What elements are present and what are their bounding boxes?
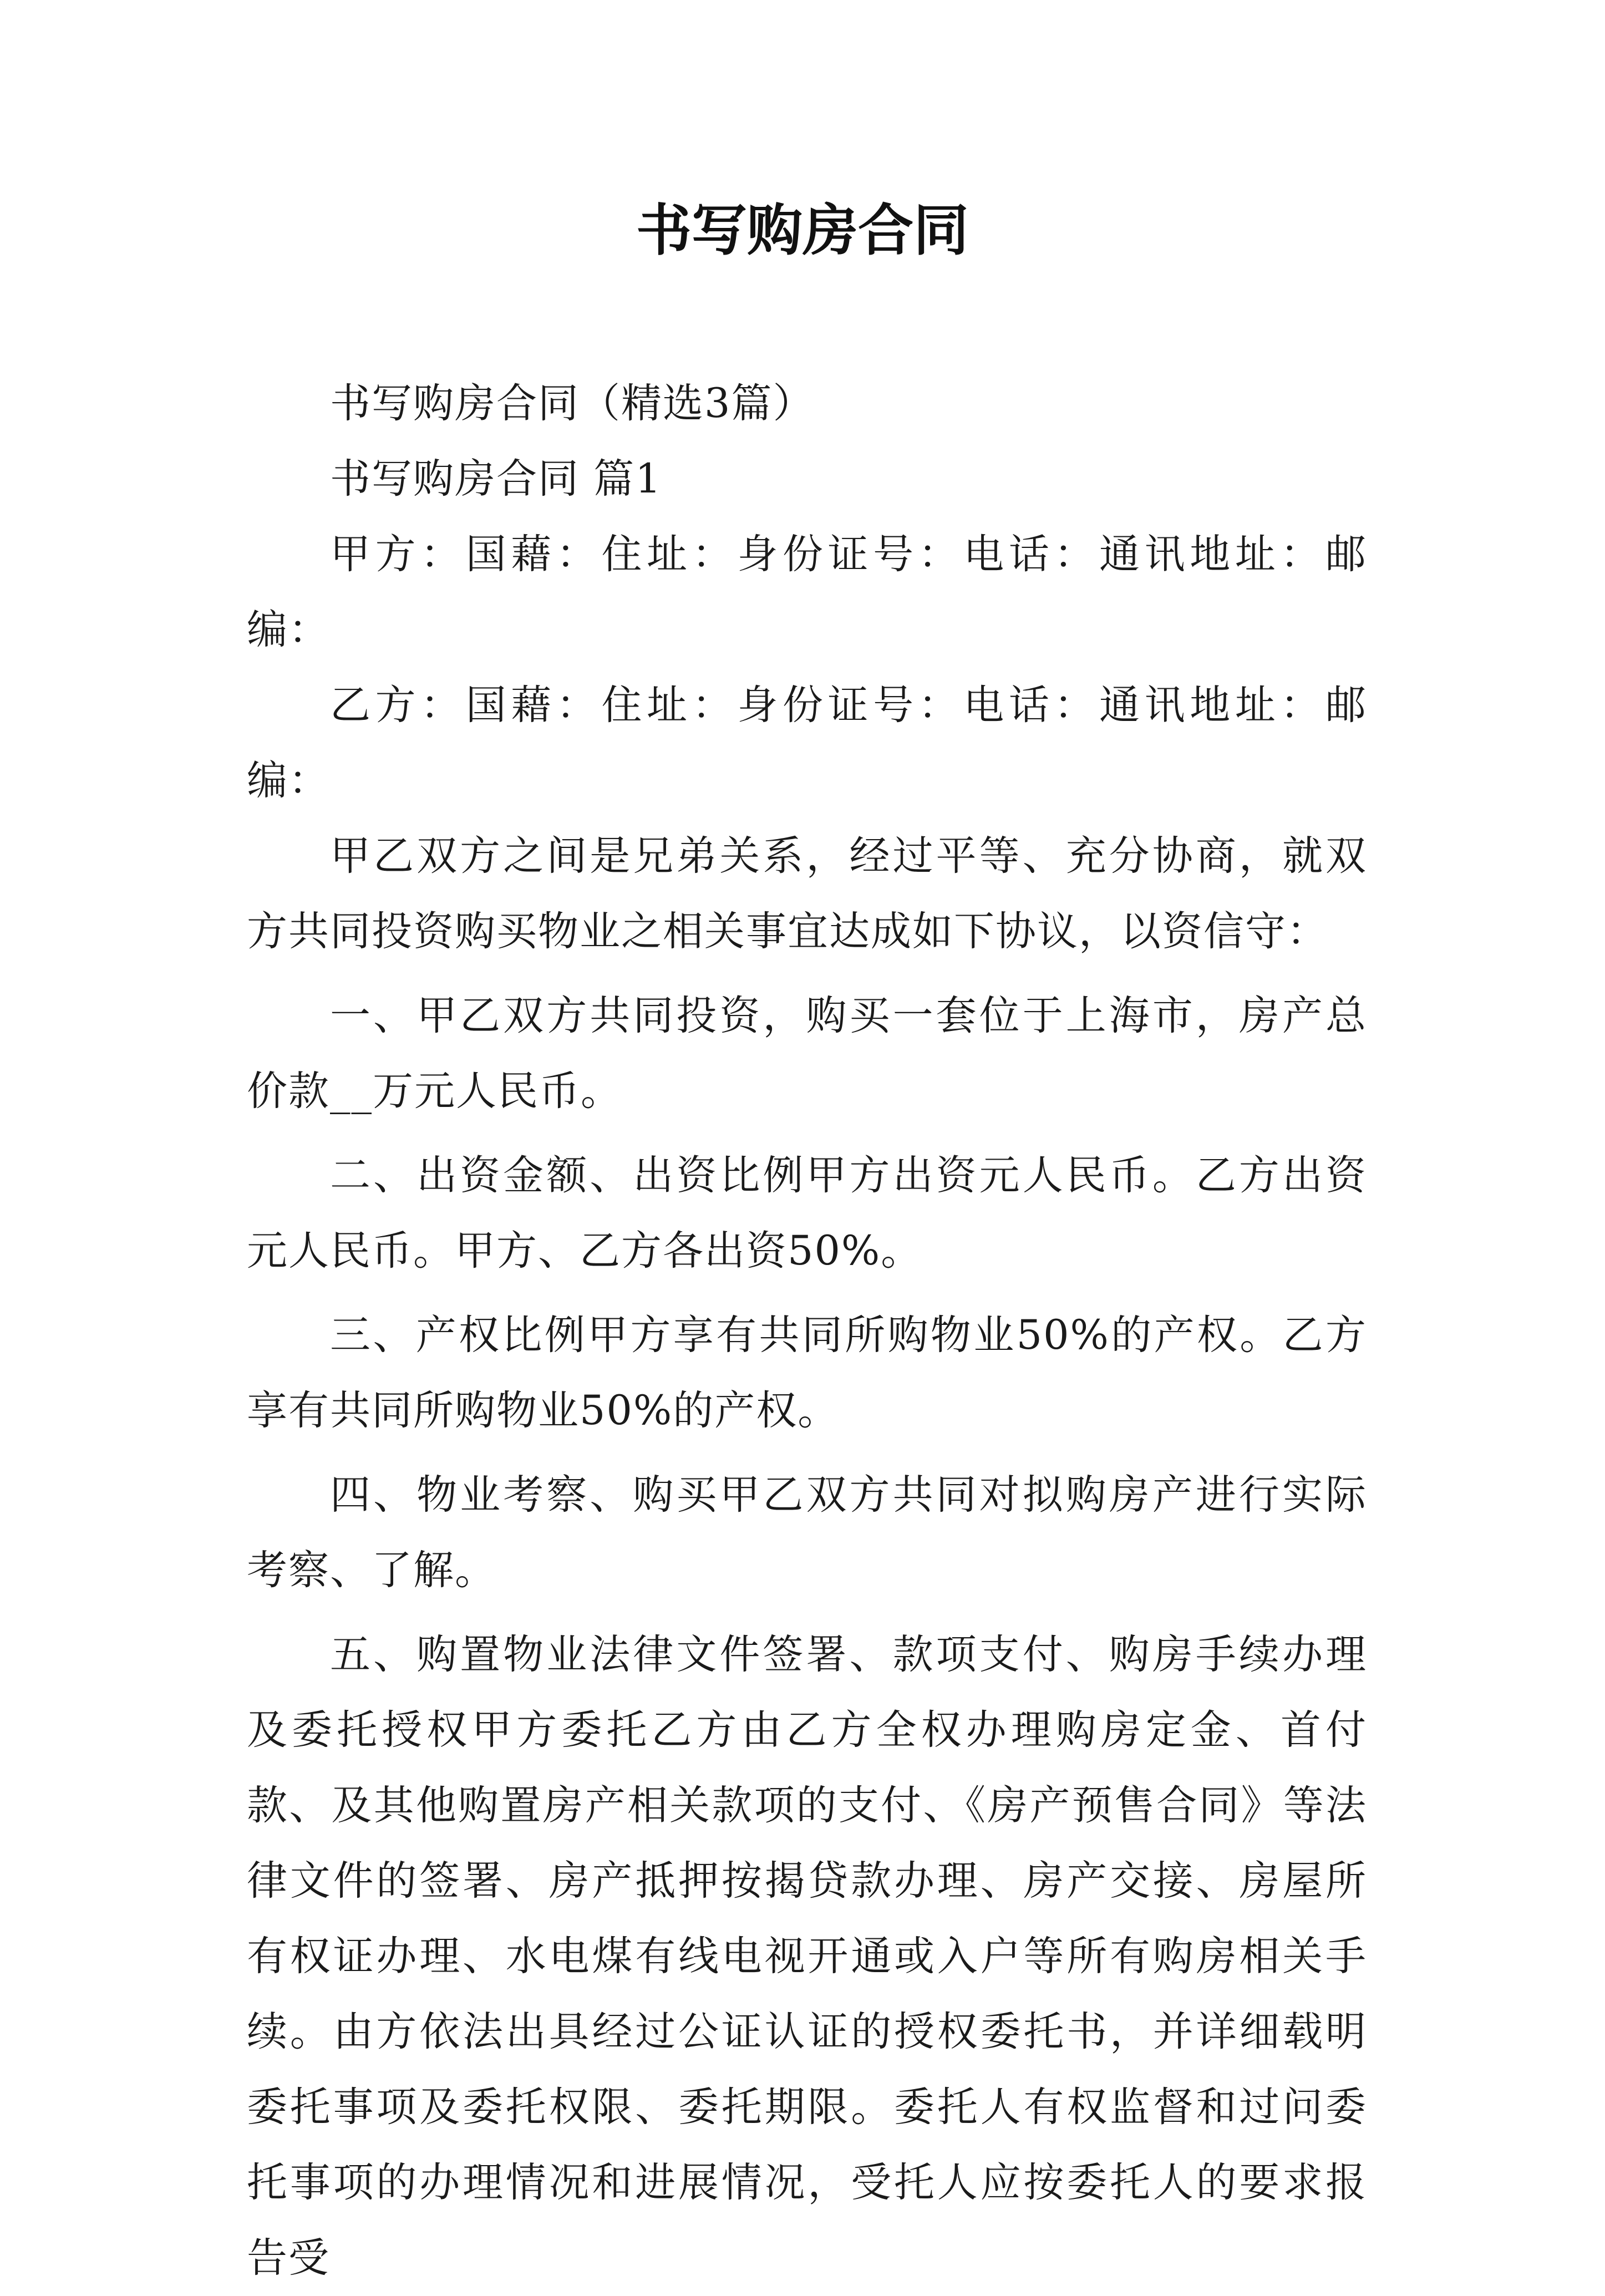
subtitle-paragraph: 书写购房合同（精选3篇） [330, 380, 815, 427]
preamble-paragraph: 甲乙双方之间是兄弟关系，经过平等、充分协商，就双方共同投资购买物业之相关事宜达成如下协议，以资信守： [247, 832, 1367, 955]
clause-4: 四、物业考察、购买甲乙双方共同对拟购房产进行实际考察、了解。 [247, 1471, 1367, 1594]
clause-5: 五、购置物业法律文件签署、款项支付、购房手续办理及委托授权甲方委托乙方由乙方全权办理购房定金、首付款、及其他购置房产相关款项的支付、《房产预售合同》等法律文件的签署、房产抵押按揭贷款办理、房产交接、房屋所有权证办理、水电煤有线电视开通或入户等所有购房相关手续。由方依法出具经过公证认证的授权委托书，并详细载明委托事项及委托权限、委托期限。委托人有权监督和过问委托事项的办理情况和进展情况，受托人应按委托人的要求报告受 [247, 1631, 1367, 2282]
document-body [247, 366, 1367, 2296]
section-heading: 书写购房合同 篇1 [330, 455, 662, 502]
document-title: 书写购房合同 [636, 197, 969, 263]
party-b-info: 乙方：国藉：住址：身份证号：电话：通讯地址：邮编： [247, 682, 1367, 804]
clause-3: 三、产权比例甲方享有共同所购物业50%的产权。乙方享有共同所购物业50%的产权。 [247, 1312, 1367, 1434]
party-a-info: 甲方：国藉：住址：身份证号：电话：通讯地址：邮编： [247, 531, 1367, 653]
clause-2: 二、出资金额、出资比例甲方出资元人民币。乙方出资元人民币。甲方、乙方各出资50%。 [247, 1152, 1367, 1274]
clause-1: 一、甲乙双方共同投资，购买一套位于上海市，房产总价款__万元人民币。 [247, 992, 1367, 1115]
